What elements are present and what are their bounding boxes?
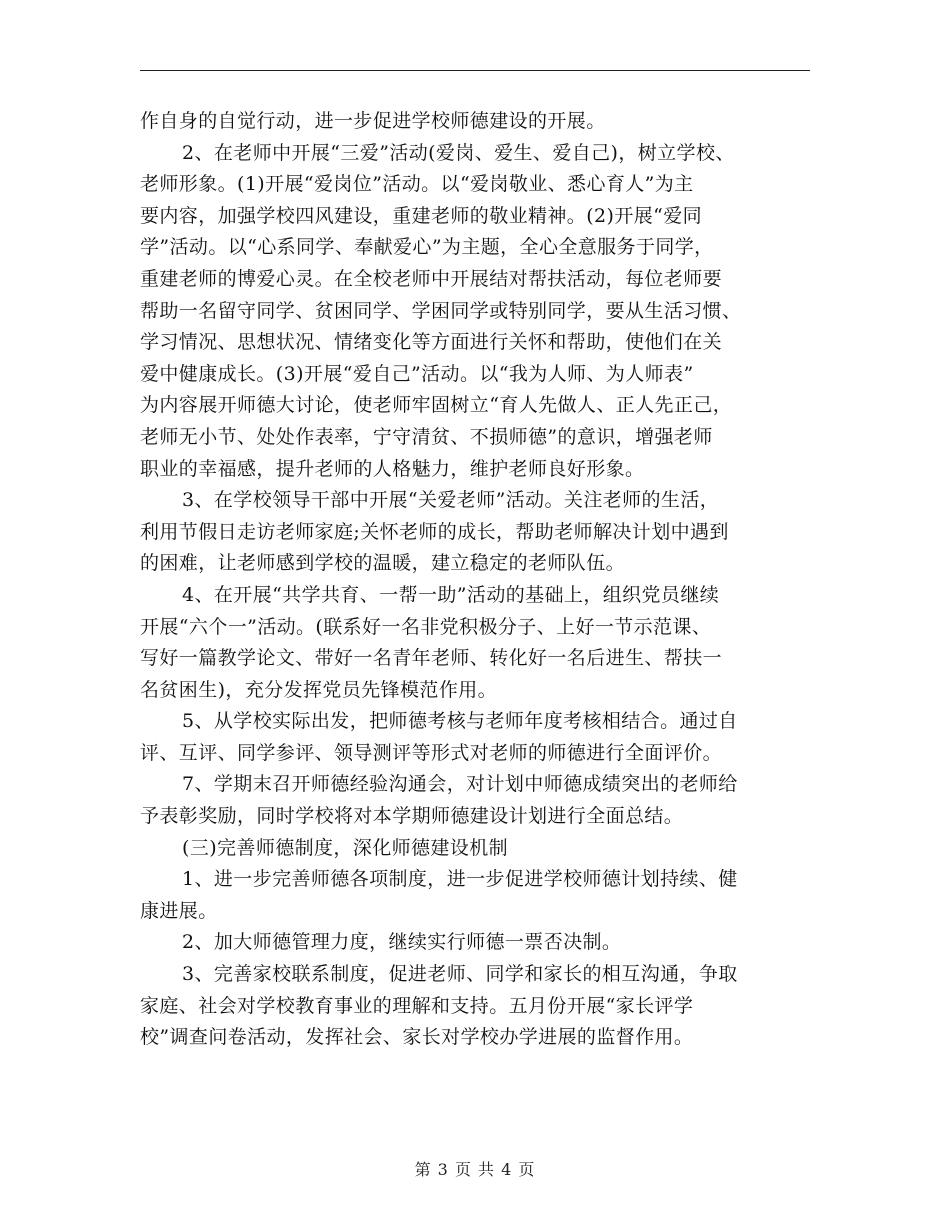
text-line: 爱中健康成长。(3)开展“爱自己”活动。以“我为人师、为人师表” [140,362,694,385]
text-line: 7、学期末召开师德经验沟通会，对计划中师德成绩突出的老师给 [182,773,738,796]
text-line: 予表彰奖励，同时学校将对本学期师德建设计划进行全面总结。 [140,805,684,828]
text-line: 为内容展开师德大讨论，使老师牢固树立“育人先做人、正人先正己， [140,394,733,417]
text-line: 康进展。 [140,899,218,922]
text-line: 3、在学校领导干部中开展“关爱老师”活动。关注老师的生活， [182,489,720,512]
text-line: 名贫困生)，充分发挥党员先锋模范作用。 [140,678,498,701]
text-line: 重建老师的博爱心灵。在全校老师中开展结对帮扶活动，每位老师要 [140,267,723,290]
text-line: 1、进一步完善师德各项制度，进一步促进学校师德计划持续、健 [182,868,738,891]
text-line: 学”活动。以“心系同学、奉献爱心”为主题，全心全意服务于同学， [140,236,714,259]
text-line: 老师无小节、处处作表率，宁守清贫、不损师德”的意识，增强老师 [140,425,713,448]
text-line: 职业的幸福感，提升老师的人格魅力，维护老师良好形象。 [140,457,645,480]
text-line: 2、在老师中开展“三爱”活动(爱岗、爱生、爱自己)，树立学校、 [182,141,735,164]
text-line: 写好一篇教学论文、带好一名青年老师、转化好一名后进生、帮扶一 [140,647,723,670]
text-line: 的困难，让老师感到学校的温暖，建立稳定的老师队伍。 [140,552,626,575]
text-line: 学习情况、思想状况、情绪变化等方面进行关怀和帮助，使他们在关 [140,331,723,354]
text-line: 评、互评、同学参评、领导测评等形式对老师的师德进行全面评价。 [140,741,723,764]
text-line: 帮助一名留守同学、贫困同学、学困同学或特别同学，要从生活习惯、 [140,299,742,322]
text-line: 利用节假日走访老师家庭;关怀老师的成长，帮助老师解决计划中遇到 [140,520,729,543]
page-footer: 第 3 页 共 4 页 [414,1160,536,1179]
header-rule [140,70,810,71]
text-line: 3、完善家校联系制度，促进老师、同学和家长的相互沟通，争取 [182,963,738,986]
text-line: 老师形象。(1)开展“爱岗位”活动。以“爱岗敬业、悉心育人”为主 [140,173,694,196]
text-line: 家庭、社会对学校教育事业的理解和支持。五月份开展“家长评学 [140,994,694,1017]
text-line: 校”调查问卷活动，发挥社会、家长对学校办学进展的监督作用。 [140,1026,694,1049]
text-line: (三)完善师德制度，深化师德建设机制 [182,836,509,859]
text-line: 要内容，加强学校四风建设，重建老师的敬业精神。(2)开展“爱同 [140,204,703,227]
text-line: 4、在开展“共学共育、一帮一助”活动的基础上，组织党员继续 [182,583,720,606]
text-line: 开展“六个一”活动。(联系好一名非党积极分子、上好一节示范课、 [140,615,712,638]
text-line: 2、加大师德管理力度，继续实行师德一票否决制。 [182,931,622,954]
text-line: 作自身的自觉行动，进一步促进学校师德建设的开展。 [140,110,606,132]
document-body [140,106,820,1054]
text-line: 5、从学校实际出发，把师德考核与老师年度考核相结合。通过自 [182,710,738,733]
